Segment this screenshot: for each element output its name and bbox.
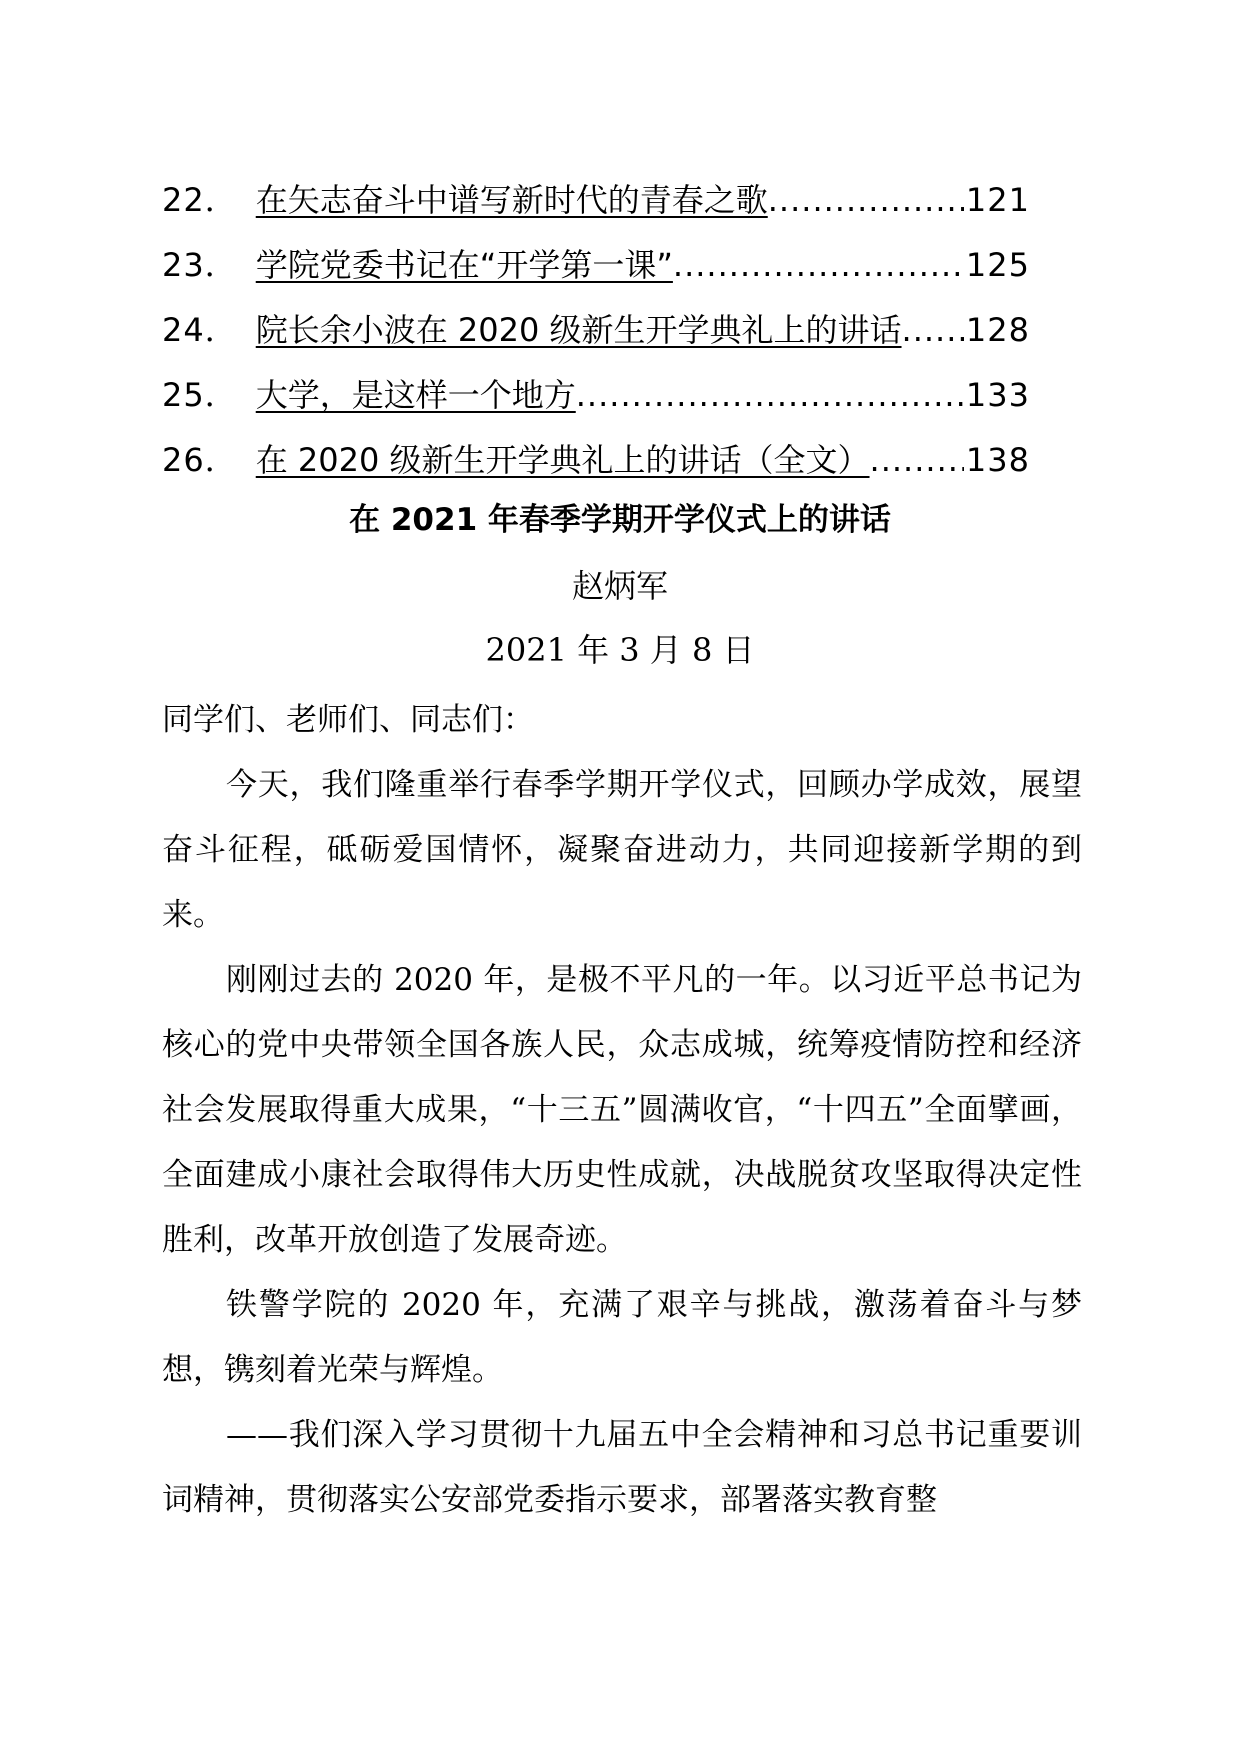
toc-dot-leader <box>768 168 964 233</box>
toc-entry-page: 138 <box>965 441 1030 479</box>
toc-entry-26[interactable] <box>162 428 1030 493</box>
toc-entry-link[interactable]: 学院党委书记在“开学第一课” <box>255 246 673 284</box>
speech-author: 赵炳军 <box>571 567 668 605</box>
body-paragraph: 刚刚过去的 2020 年，是极不平凡的一年。以习近平总书记为核心的党中央带领全国各族人民，众志成城，统筹疫情防控和经济社会发展取得重大成果，“十三五”圆满收官，“十四五”全面擘画，全面建成小康社会取得伟大历史性成就，决战脱贫攻坚取得决定性胜利，改革开放创造了发展奇迹。 <box>162 962 1082 1258</box>
toc-entry-23[interactable] <box>162 233 1030 298</box>
toc-entry-24[interactable] <box>162 298 1030 363</box>
toc-dot-leader <box>673 233 964 298</box>
speech-date: 2021 年 3 月 8 日 <box>485 631 755 669</box>
toc-entry-number: 22． <box>162 181 238 219</box>
toc-entry-number: 23． <box>162 246 238 284</box>
toc-entry-page: 128 <box>965 311 1030 349</box>
toc-entry-page: 125 <box>965 246 1030 284</box>
body-paragraph: 铁警学院的 2020 年，充满了艰辛与挑战，激荡着奋斗与梦想，镌刻着光荣与辉煌。 <box>162 1287 1082 1388</box>
speech-body <box>162 688 1082 1533</box>
toc-entry-link[interactable]: 在 2020 级新生开学典礼上的讲话（全文） <box>255 441 870 479</box>
table-of-contents <box>162 168 1030 493</box>
toc-entry-25[interactable] <box>162 363 1030 428</box>
toc-entry-link[interactable]: 在矢志奋斗中谱写新时代的青春之歌 <box>255 181 768 219</box>
toc-entry-22[interactable] <box>162 168 1030 233</box>
toc-entry-number: 26． <box>162 441 238 479</box>
speech-title: 在 2021 年春季学期开学仪式上的讲话 <box>349 502 891 538</box>
toc-entry-number: 25． <box>162 376 238 414</box>
toc-dot-leader <box>902 298 964 363</box>
salutation: 同学们、老师们、同志们： <box>162 702 534 738</box>
toc-dot-leader <box>870 428 964 493</box>
body-paragraph: ——我们深入学习贯彻十九届五中全会精神和习总书记重要训词精神，贯彻落实公安部党委指示要求，部署落实教育整 <box>162 1417 1082 1518</box>
toc-entry-link[interactable]: 院长余小波在 2020 级新生开学典礼上的讲话 <box>255 311 902 349</box>
toc-entry-page: 133 <box>965 376 1030 414</box>
toc-entry-page: 121 <box>965 181 1030 219</box>
toc-entry-link[interactable]: 大学，是这样一个地方 <box>255 376 576 414</box>
body-paragraph: 今天，我们隆重举行春季学期开学仪式，回顾办学成效，展望奋斗征程，砥砺爱国情怀，凝聚奋进动力，共同迎接新学期的到来。 <box>162 767 1082 933</box>
toc-entry-number: 24． <box>162 311 238 349</box>
toc-dot-leader <box>576 363 964 428</box>
